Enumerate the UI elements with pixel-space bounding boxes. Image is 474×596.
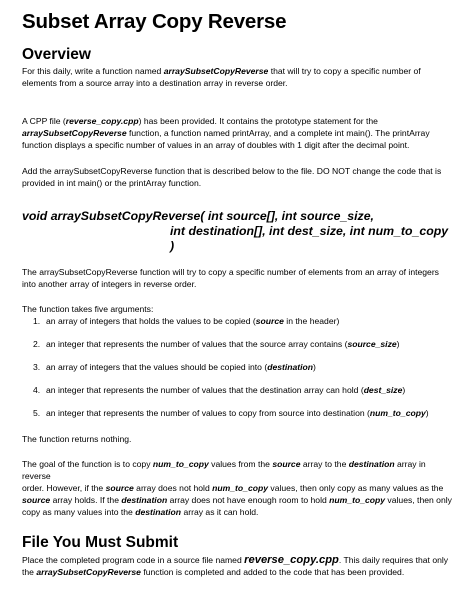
overview-heading: Overview <box>22 46 91 63</box>
text: array does not hold <box>133 483 213 493</box>
returns-note: The function returns nothing. <box>22 434 132 444</box>
text: values, then only <box>385 495 452 505</box>
term: source <box>105 483 134 493</box>
function-name: arraySubsetCopyReverse <box>22 128 127 138</box>
list-number: 5. <box>33 408 41 418</box>
arguments-intro: The function takes five arguments: <box>22 304 154 314</box>
text: For this daily, write a function named <box>22 66 164 76</box>
function-name: arraySubsetCopyReverse <box>163 66 269 76</box>
text: The arraySubsetCopyReverse function will try to copy a specific number of elements from an array of integers <box>22 267 439 277</box>
text: ) <box>402 385 406 395</box>
overview-paragraph-1 <box>22 65 452 89</box>
page-title: Subset Array Copy Reverse <box>22 10 287 33</box>
function-name: arraySubsetCopyReverse <box>36 567 141 577</box>
term: destination <box>121 495 168 505</box>
function-signature <box>22 209 452 254</box>
arguments-list <box>22 315 452 419</box>
text: ) has been provided. It contains the prototype statement for the <box>138 116 378 126</box>
file-name: reverse_copy.cpp <box>65 116 139 126</box>
text: an array of integers that holds the values to be copied ( <box>46 316 256 326</box>
text: Add the arraySubsetCopyReverse function that is described below to the file. DO NOT change the code that is <box>22 166 442 176</box>
text: A CPP file ( <box>22 116 66 126</box>
term: num_to_copy <box>212 483 269 493</box>
list-item <box>22 361 452 373</box>
text: into another array of integers in reverse order. <box>22 279 197 289</box>
term: source <box>22 495 51 505</box>
text: . This daily requires that only <box>338 555 449 565</box>
list-number: 1. <box>33 316 41 326</box>
term: destination <box>135 507 182 517</box>
text: ) <box>425 408 429 418</box>
term: num_to_copy <box>152 459 209 469</box>
list-item <box>22 315 452 327</box>
signature-line-2: int destination[], int dest_size, int num_to_copy ) <box>170 224 449 253</box>
text: Place the completed program code in a source file named <box>22 555 245 565</box>
text: function, a function named printArray, and a complete int main(). The printArray <box>126 128 430 138</box>
text: an array of integers that the values should be copied into ( <box>46 362 268 372</box>
text: provided in int main() or the printArray function. <box>22 178 202 188</box>
term: num_to_copy <box>329 495 386 505</box>
term: source_size <box>347 339 397 349</box>
submit-heading: File You Must Submit <box>22 534 179 551</box>
text: an integer that represents the number of values to copy from source into destination ( <box>46 408 370 418</box>
text: function is completed and added to the code that has been provided. <box>140 567 405 577</box>
text: in the header) <box>283 316 340 326</box>
text: array as it can hold. <box>181 507 259 517</box>
term: dest_size <box>363 385 403 395</box>
goal-paragraph <box>22 458 452 518</box>
term: num_to_copy <box>369 408 426 418</box>
file-name: reverse_copy.cpp <box>244 554 339 566</box>
overview-paragraph-2 <box>22 115 452 151</box>
text: copy as many values into the <box>22 507 136 517</box>
function-description <box>22 266 452 290</box>
text: values from the <box>208 459 273 469</box>
list-item <box>22 338 452 350</box>
term: destination <box>348 459 395 469</box>
text: values, then only copy as many values as the <box>268 483 444 493</box>
text: The goal of the function is to copy <box>22 459 153 469</box>
term: destination <box>267 362 314 372</box>
text: that will try to copy a specific number of <box>268 66 421 76</box>
list-number: 3. <box>33 362 41 372</box>
list-number: 4. <box>33 385 41 395</box>
text: order. However, if the <box>22 483 106 493</box>
submit-paragraph <box>22 554 452 578</box>
text: array holds. If the <box>50 495 122 505</box>
text: an integer that represents the number of values that the source array contains ( <box>46 339 348 349</box>
overview-paragraph-3 <box>22 165 452 189</box>
text: function displays a specific number of values in an array of doubles with 1 digit after the decimal point. <box>22 140 410 150</box>
text: array to the <box>300 459 349 469</box>
text: the <box>22 567 37 577</box>
signature-line-1: void arraySubsetCopyReverse( int source[], int source_size, <box>22 209 374 223</box>
text: an integer that represents the number of values that the destination array can hold ( <box>46 385 364 395</box>
text: ) <box>396 339 400 349</box>
list-item <box>22 384 452 396</box>
list-number: 2. <box>33 339 41 349</box>
text: elements from a source array into a destination array in reverse order. <box>22 78 288 88</box>
term: source <box>255 316 284 326</box>
text: array in reverse <box>22 459 426 481</box>
list-item <box>22 407 452 419</box>
text: array does not have enough room to hold <box>167 495 330 505</box>
text: ) <box>313 362 316 372</box>
term: source <box>272 459 301 469</box>
